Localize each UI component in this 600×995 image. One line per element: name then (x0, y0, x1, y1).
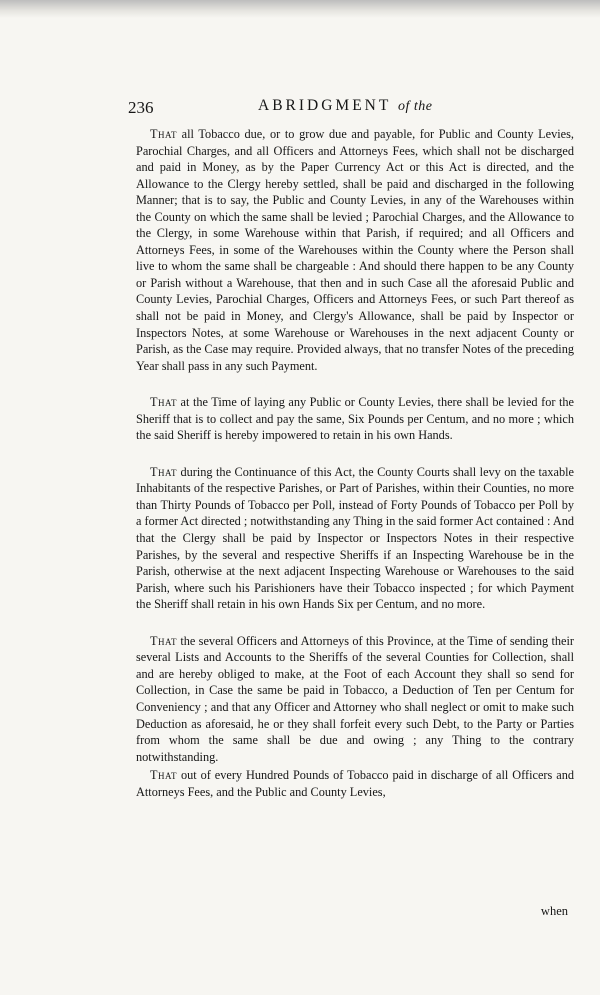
paragraph-lead: That (150, 395, 178, 410)
paragraph-text: all Tobacco due, or to grow due and payable, for Public and County Levies, Parochial Charges, and all Officers and Attorneys Fees, which shall not be discharged and paid in Money, as by the Paper Currency Act or this Act is directed, and the Allowance to the Clergy hereby settled, shall be paid and discharged in the following Manner; that is to say, the Public and County Levies, in any of the Warehouses within the County on which the same shall be levied ; Parochial Charges, and the Allowance to the Clergy, in some Warehouse within that Parish, if required; and all Officers and Attorneys Fees, in some of the Warehouses within the County where the Person shall live to whom the same shall be chargeable : And should there happen to be any County or Parish without a Warehouse, that then and in such Case all the aforesaid Public and County Levies, Parochial Charges, Officers and Attorneys Fees, or such Part thereof as shall not be paid in Money, and Clergy's Allowance, shall be paid by Inspector or Inspectors Notes, at some Warehouse or Warehouses in the next adjacent County or Parish, as the Case may require. Provided always, that no transfer Notes of the preceding Year shall pass in any such Payment. (136, 127, 574, 373)
page-edge-shadow (0, 0, 600, 18)
paragraph-lead: That (150, 633, 178, 648)
body-text (136, 126, 574, 800)
paragraph (136, 633, 574, 765)
paragraph (136, 394, 574, 444)
catchword: when (540, 904, 568, 918)
running-head (258, 97, 432, 115)
paragraph-text: the several Officers and Attorneys of this Province, at the Time of sending their several Lists and Accounts to the Sheriffs of the several Counties for Collection, shall and are hereby obliged to make, at the Foot of each Account they shall so send for Collection, in Case the same be paid in Tobacco, a Deduction of Ten per Centum for Conveniency ; and that any Officer and Attorney who shall neglect or omit to make such Deduction as aforesaid, he or they shall forfeit every such Debt, to the Party or Parties from whom the same shall be due and owing ; any Thing to the contrary notwithstanding. (136, 633, 574, 764)
paragraph-text: out of every Hundred Pounds of Tobacco paid in discharge of all Officers and Attorneys Fees, and the Public and County Levies, (136, 768, 574, 799)
paragraph-text: at the Time of laying any Public or County Levies, there shall be levied for the Sheriff that is to collect and pay the same, Six Pounds per Centum, and no more ; which the said Sheriff is hereby impowered to retain in his own Hands. (136, 395, 574, 443)
paragraph (136, 126, 574, 374)
running-head-title: ABRIDGMENT (258, 97, 392, 114)
paragraph (136, 767, 574, 800)
paragraph-lead: That (150, 127, 178, 141)
paragraph (136, 464, 574, 613)
page-number: 236 (128, 98, 154, 117)
running-head-suffix: of the (397, 99, 433, 114)
paragraph-lead: That (150, 768, 178, 783)
paragraph-text: during the Continuance of this Act, the County Courts shall levy on the taxable Inhabitants of the respective Parishes, or Part of Parishes, within their Counties, no more than Thirty Pounds of Tobacco per Poll, instead of Forty Pounds of Tobacco per Poll by a former Act directed ; notwithstanding any Thing in the said former Act contained : And that the Clergy shall be paid by Inspector or Inspectors Notes in their respective Parishes, by the several and respective Sheriffs if an Inspecting Warehouse be in the Parish, otherwise at the next adjacent Inspecting Warehouse or Warehouses to the said Parish, where such his Parishioners have their Tobacco inspected ; for which Payment the Sheriff shall retain in his own Hands Six per Centum, and no more. (136, 464, 574, 612)
paragraph-lead: That (150, 464, 178, 479)
